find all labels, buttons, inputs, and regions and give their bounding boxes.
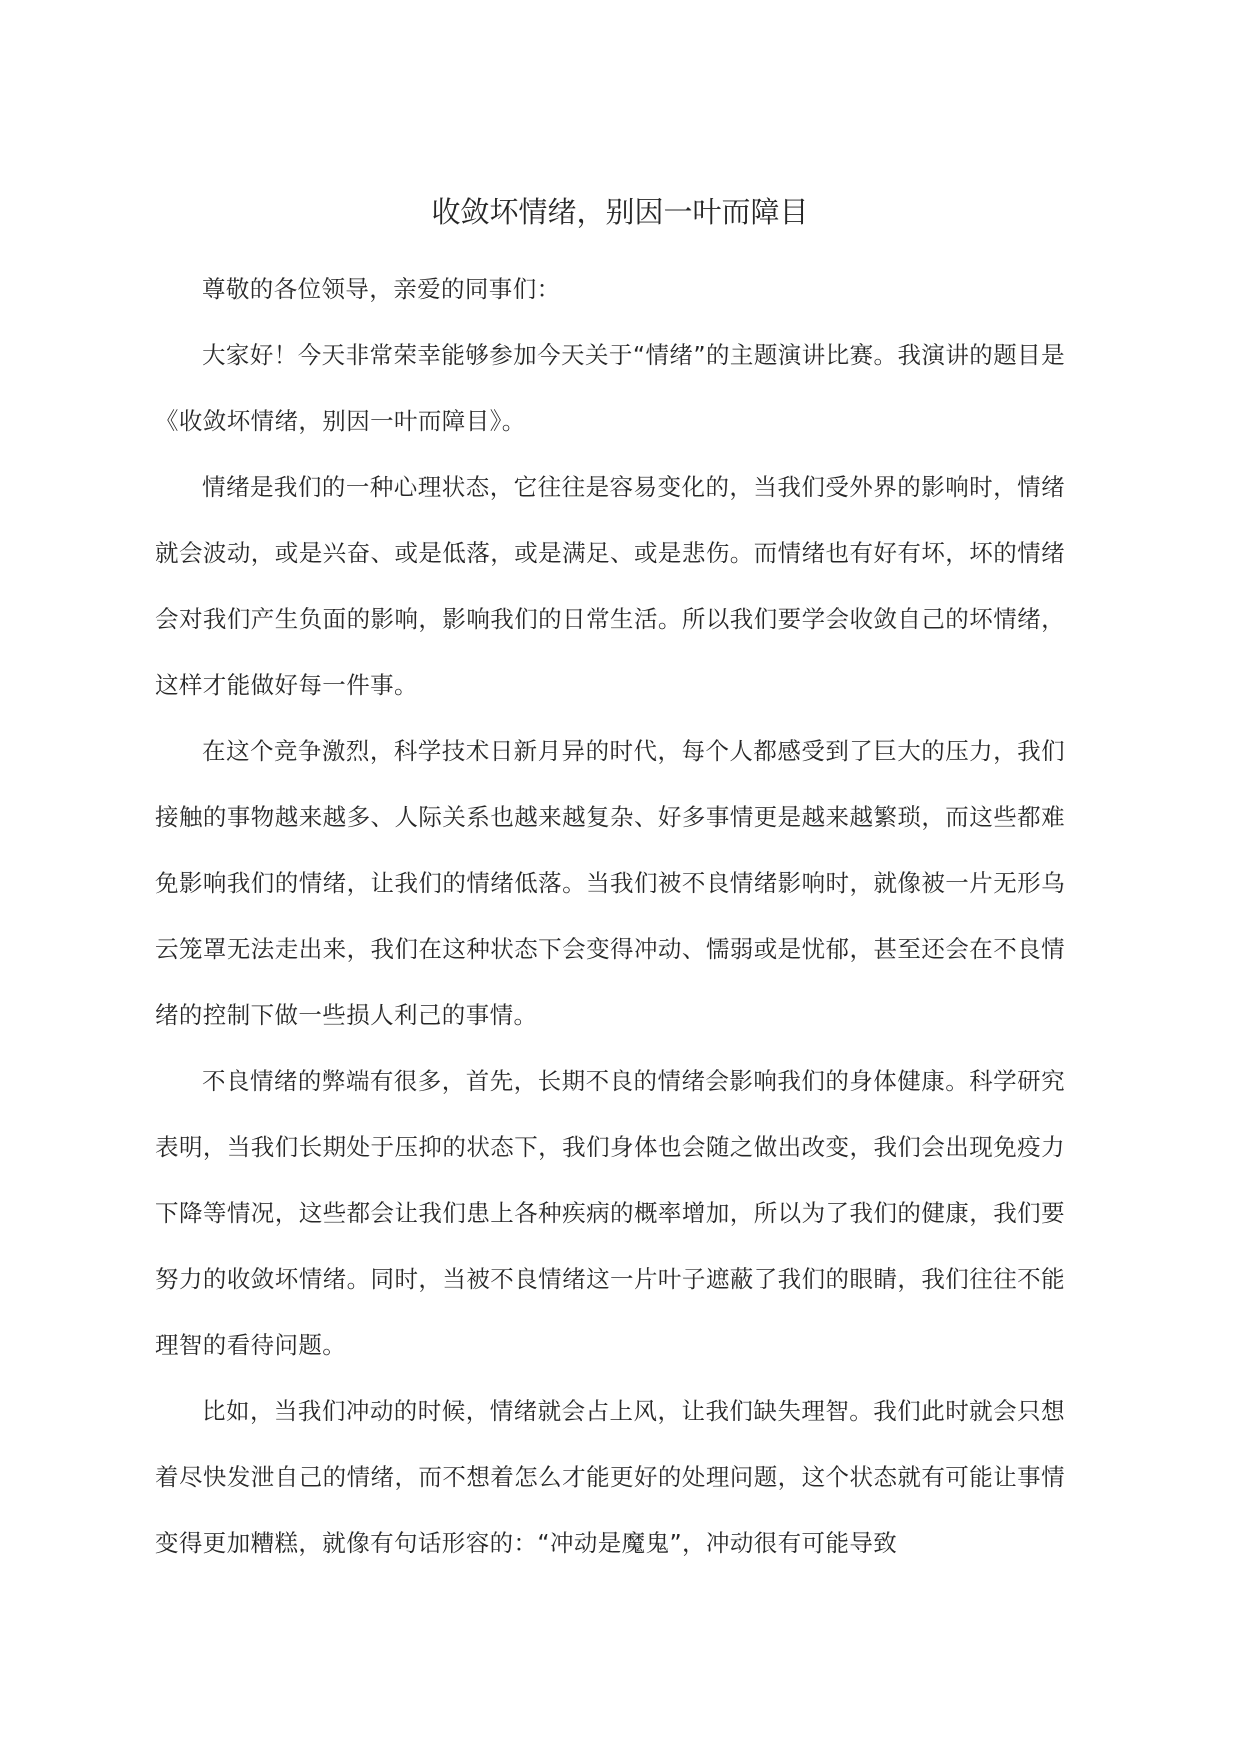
body-paragraph: 比如，当我们冲动的时候，情绪就会占上风，让我们缺失理智。我们此时就会只想着尽快发泄自己的情绪，而不想着怎么才能更好的处理问题，这个状态就有可能让事情变得更加糟糕，就像有句话形容的：“冲动是魔鬼”，冲动很有可能导致 (155, 1397, 1065, 1557)
document-title: 收敛坏情绪，别因一叶而障目 (431, 195, 809, 229)
body-paragraph: 在这个竞争激烈，科学技术日新月异的时代，每个人都感受到了巨大的压力，我们接触的事物越来越多、人际关系也越来越复杂、好多事情更是越来越繁琐，而这些都难免影响我们的情绪，让我们的情绪低落。当我们被不良情绪影响时，就像被一片无形乌云笼罩无法走出来，我们在这种状态下会变得冲动、懦弱或是忧郁，甚至还会在不良情绪的控制下做一些损人利己的事情。 (155, 737, 1065, 1029)
document-body (155, 256, 1065, 1576)
body-paragraph: 大家好！今天非常荣幸能够参加今天关于“情绪”的主题演讲比赛。我演讲的题目是《收敛坏情绪，别因一叶而障目》。 (155, 341, 1065, 435)
body-paragraph: 情绪是我们的一种心理状态，它往往是容易变化的，当我们受外界的影响时，情绪就会波动，或是兴奋、或是低落，或是满足、或是悲伤。而情绪也有好有坏，坏的情绪会对我们产生负面的影响，影响我们的日常生活。所以我们要学会收敛自己的坏情绪，这样才能做好每一件事。 (155, 473, 1065, 699)
body-paragraph: 不良情绪的弊端有很多，首先，长期不良的情绪会影响我们的身体健康。科学研究表明，当我们长期处于压抑的状态下，我们身体也会随之做出改变，我们会出现免疫力下降等情况，这些都会让我们患上各种疾病的概率增加，所以为了我们的健康，我们要努力的收敛坏情绪。同时，当被不良情绪这一片叶子遮蔽了我们的眼睛，我们往往不能理智的看待问题。 (155, 1067, 1065, 1359)
salutation-paragraph: 尊敬的各位领导，亲爱的同事们： (202, 275, 561, 303)
